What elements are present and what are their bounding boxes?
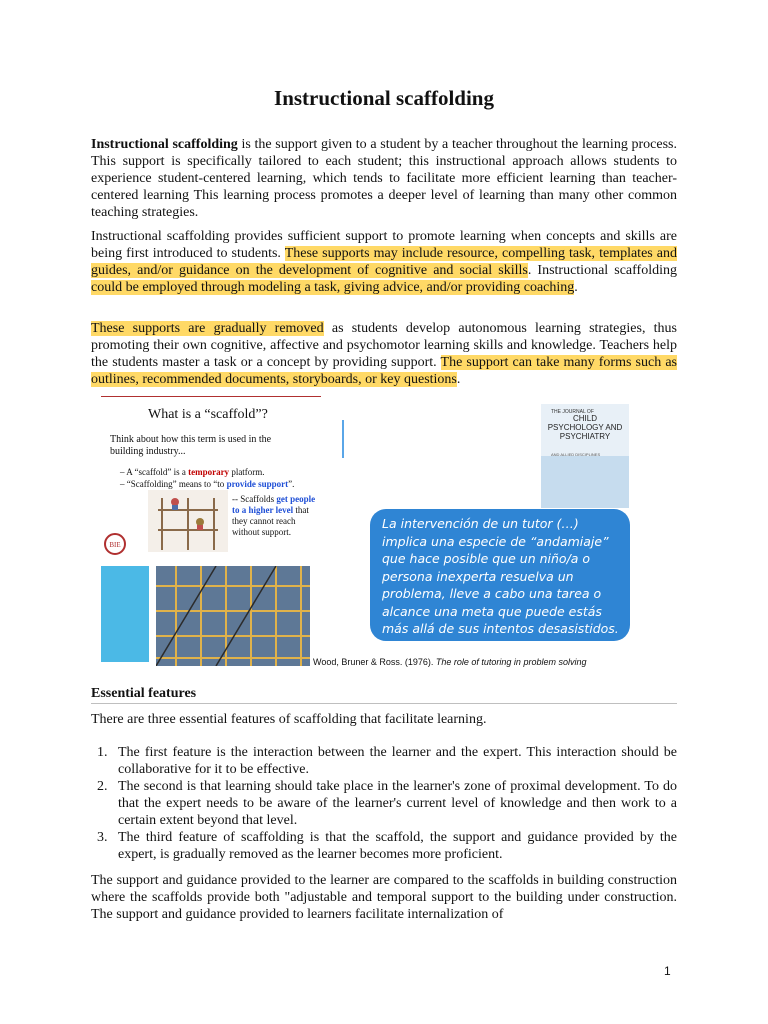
list-item xyxy=(91,744,677,778)
features-intro: There are three essential features of scaffolding that facilitate learning. xyxy=(91,712,487,727)
highlight-support-forms: The support can take many forms such as outlines, recommended documents, storyboards, or key questions xyxy=(91,355,677,387)
page-title: Instructional scaffolding xyxy=(274,86,494,110)
features-list xyxy=(91,744,677,863)
quote-callout xyxy=(370,509,630,641)
list-number: 3. xyxy=(97,830,108,845)
removal-text-1: as students develop autonomous learning strategies, thus promoting their own cognitive, affective and psychomotor learning skills and knowledge. Teachers help the students master a task or a concept by providing support. xyxy=(91,321,677,370)
closing-paragraph: The support and guidance provided to the learner are compared to the scaffolds in building construction where the scaffolds provide both "adjustable and temporal support to the building under construction. The support and guidance provided to learners facilitate internalization of xyxy=(91,873,677,922)
page-number: 1 xyxy=(664,964,671,978)
citation-title: The role of tutoring in problem solving xyxy=(435,657,587,667)
slide-bullets xyxy=(120,466,294,490)
accent-block xyxy=(101,566,149,662)
supports-paragraph xyxy=(91,228,677,296)
slide-title: What is a “scaffold”? xyxy=(148,407,268,422)
list-item-text: The third feature of scaffolding is that the scaffold, the support and guidance provided by the expert, is gradually removed as the learner becomes more proficient. xyxy=(118,830,677,862)
supports-text-2: . Instructional scaffolding xyxy=(527,263,677,278)
slide-bullet-2: – “Scaffolding” means to “to provide support”. xyxy=(120,479,295,489)
list-item-text: The first feature is the interaction between the learner and the expert. This interaction should be collaborative for it to be effective. xyxy=(118,745,677,777)
slide-bullet-1: – A “scaffold” is a temporary platform. xyxy=(120,467,265,477)
citation-authors: Wood, Bruner & Ross. (1976). xyxy=(313,657,436,667)
list-number: 2. xyxy=(97,779,108,794)
quote-text: La intervención de un tutor (…) implica una especie de “andamiaje” que hace posible que un niño/a o persona inexperta resuelva un problema, lleve a cabo una tarea o alcance una meta que puede estás más allá de sus intentos desasistidos. xyxy=(382,516,619,636)
journal-cover xyxy=(541,404,629,508)
quote-citation xyxy=(313,657,586,667)
journal-kicker: THE JOURNAL OF xyxy=(551,409,594,415)
section-heading: Essential features xyxy=(91,686,677,704)
scaffolding-photo xyxy=(156,566,310,666)
supports-text-3: . xyxy=(574,280,578,295)
highlight-could-be-employed: could be employed through modeling a task, giving advice, and/or providing coaching xyxy=(91,280,575,295)
accent-line xyxy=(342,420,344,458)
removal-paragraph xyxy=(91,320,677,388)
highlight-supports-include: These supports may include resource, compelling task, templates and guides, and/or guidance on the development of cognitive and social skills xyxy=(91,246,677,278)
journal-name: CHILD PSYCHOLOGY AND PSYCHIATRY xyxy=(547,414,623,441)
journal-subtitle: AND ALLIED DISCIPLINES xyxy=(551,452,601,457)
scaffold-workers-illustration xyxy=(148,490,228,552)
highlight-gradually-removed: These supports are gradually removed xyxy=(91,321,324,336)
intro-paragraph-text: is the support given to a student by a teacher throughout the learning process. This support is specifically tailored to each student; this instructional approach allows students to experience student-centered learning, which tends to facilitate more efficient learning than teacher-centered learning This learning process promotes a deeper level of learning than many other common teaching strategies. xyxy=(91,137,677,220)
slide-intro: Think about how this term is used in the building industry... xyxy=(110,434,272,457)
removal-text-2: . xyxy=(456,372,461,387)
list-item-text: The second is that learning should take place in the learner's zone of proximal development. To do that the expert needs to be aware of the learner's current level of knowledge and then work to a certain extent beyond that level. xyxy=(118,779,677,828)
term-bold: Instructional scaffolding xyxy=(91,137,238,152)
list-number: 1. xyxy=(97,745,108,760)
slide-note: -- Scaffolds get people to a higher level that they cannot reach without support. xyxy=(232,494,316,537)
supports-text-1: Instructional scaffolding provides sufficient support to promote learning when concepts and skills are being first introduced to students. xyxy=(91,229,677,261)
bie-logo xyxy=(103,532,127,556)
svg-text:BIE: BIE xyxy=(109,541,121,549)
list-item xyxy=(91,829,677,863)
intro-paragraph xyxy=(91,136,677,221)
list-item xyxy=(91,778,677,829)
slide-divider xyxy=(101,396,321,397)
